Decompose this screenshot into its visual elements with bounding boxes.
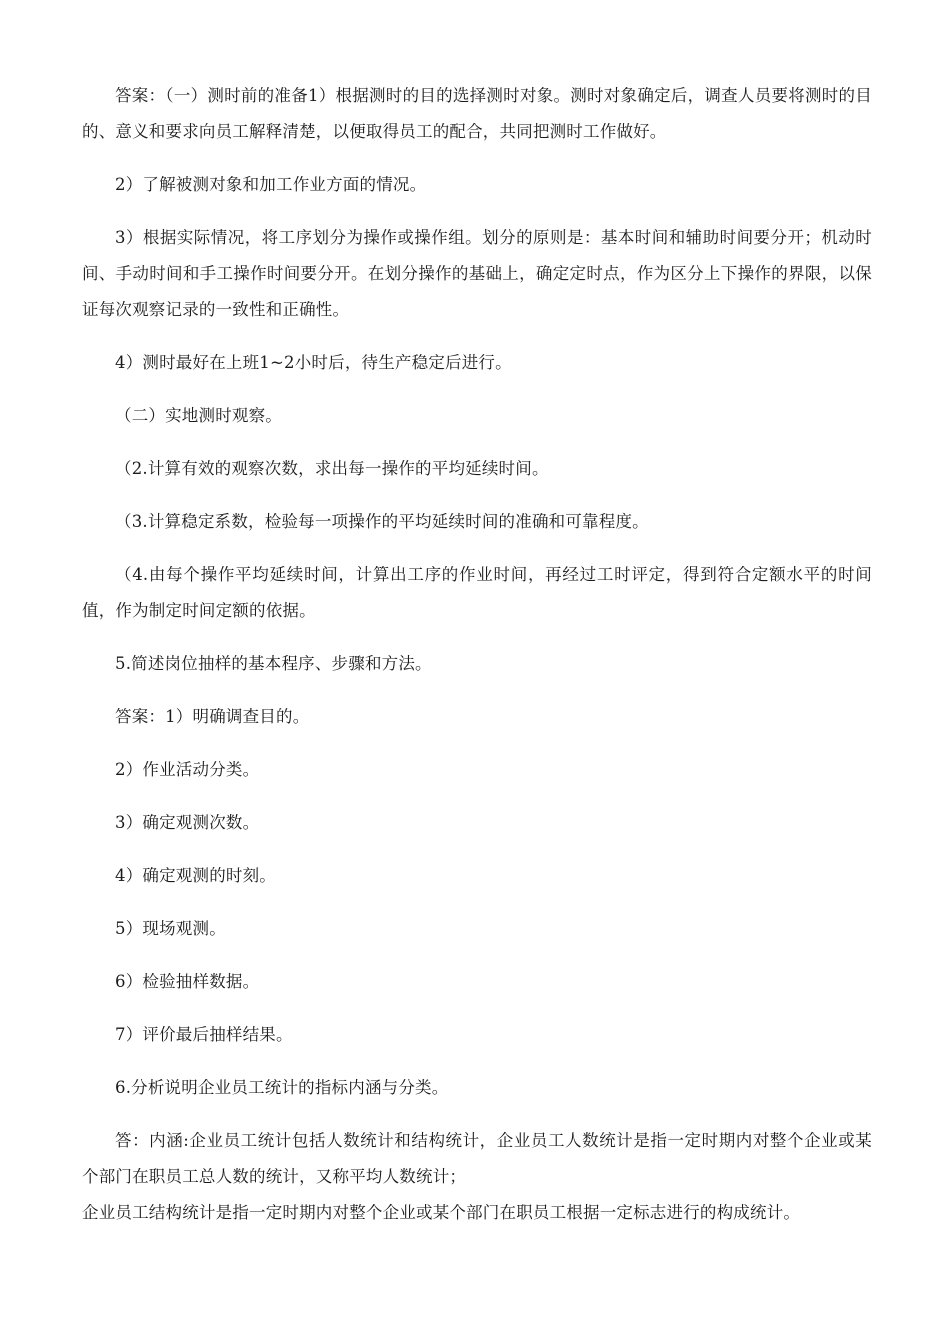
question-5: 5.简述岗位抽样的基本程序、步骤和方法。: [115, 654, 432, 673]
answer-5-step-4: 4）确定观测的时刻。: [115, 866, 276, 885]
paragraph-step-3: 3）根据实际情况，将工序划分为操作或操作组。划分的原则是：基本时间和辅助时间要分开；机动时间、手动时间和手工操作时间要分开。在划分操作的基础上，确定定时点，作为区分上下操作的界限，以保证每次观察记录的一致性和正确性。: [82, 228, 872, 319]
answer-5-step-2: 2）作业活动分类。: [115, 760, 260, 779]
document-page: [82, 78, 872, 1248]
answer-5-step-1: 答案：1）明确调查目的。: [115, 707, 310, 726]
answer-5-step-3: 3）确定观测次数。: [115, 813, 260, 832]
question-6: 6.分析说明企业员工统计的指标内涵与分类。: [115, 1078, 449, 1097]
paragraph-stability-coefficient: （3.计算稳定系数，检验每一项操作的平均延续时间的准确和可靠程度。: [115, 512, 649, 531]
paragraph-step-2: 2）了解被测对象和加工作业方面的情况。: [115, 175, 427, 194]
answer-5-step-6: 6）检验抽样数据。: [115, 972, 260, 991]
paragraph-step-4: 4）测时最好在上班1~2小时后，待生产稳定后进行。: [115, 353, 512, 372]
answer-6-structure-statistics: 企业员工结构统计是指一定时期内对整个企业或某个部门在职员工根据一定标志进行的构成统计。: [82, 1203, 801, 1222]
answer-5-step-7: 7）评价最后抽样结果。: [115, 1025, 293, 1044]
answer-6-connotation: 答：内涵:企业员工统计包括人数统计和结构统计，企业员工人数统计是指一定时期内对整个企业或某个部门在职员工总人数的统计，又称平均人数统计；: [82, 1131, 872, 1186]
paragraph-observation-count: （2.计算有效的观察次数，求出每一操作的平均延续时间。: [115, 459, 549, 478]
paragraph-time-quota: （4.由每个操作平均延续时间，计算出工序的作业时间，再经过工时评定，得到符合定额水平的时间值，作为制定时间定额的依据。: [82, 565, 872, 620]
answer-5-step-5: 5）现场观测。: [115, 919, 226, 938]
paragraph-field-observation: （二）实地测时观察。: [115, 406, 282, 425]
paragraph-answer-preparation: 答案：（一）测时前的准备1）根据测时的目的选择测时对象。测时对象确定后，调查人员要将测时的目的、意义和要求向员工解释清楚，以便取得员工的配合，共同把测时工作做好。: [82, 86, 872, 141]
